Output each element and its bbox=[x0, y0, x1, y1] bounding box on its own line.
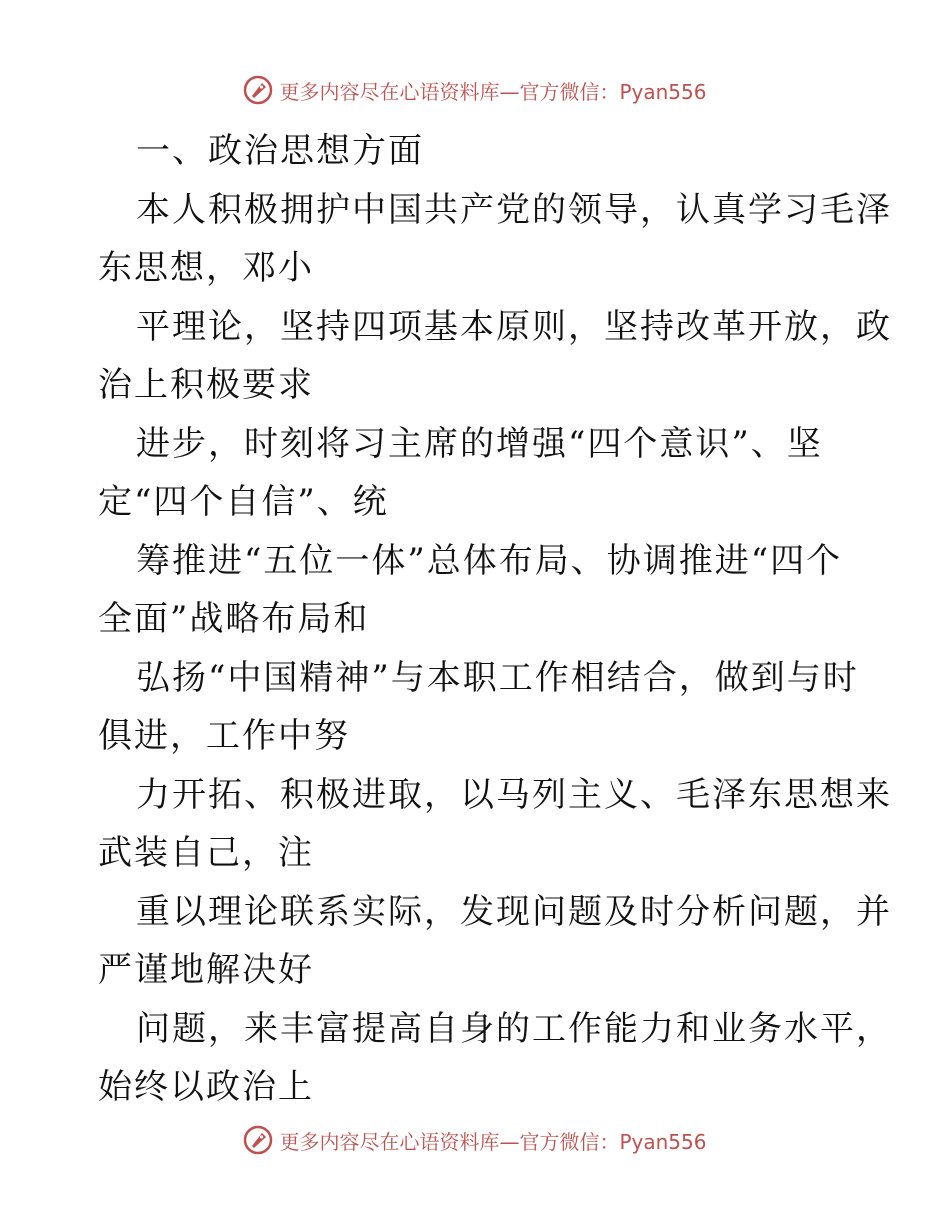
paragraph-line: 东思想，邓小 bbox=[98, 248, 314, 288]
paragraph-line: 治上积极要求 bbox=[98, 365, 314, 405]
section-heading: 一、政治思想方面 bbox=[136, 131, 424, 171]
document-body bbox=[98, 122, 892, 1117]
paragraph-line: 弘扬“中国精神”与本职工作相结合，做到与时 bbox=[136, 657, 859, 698]
paragraph-line: 力开拓、积极进取，以马列主义、毛泽东思想来 bbox=[136, 774, 892, 815]
header-brand-text: 更多内容尽在心语资料库—官方微信：Pyan556 bbox=[279, 79, 707, 104]
footer-brand-text: 更多内容尽在心语资料库—官方微信：Pyan556 bbox=[279, 1129, 707, 1154]
paragraph-line: 定“四个自信”、统 bbox=[98, 482, 389, 522]
paragraph-line: 筹推进“五位一体”总体布局、协调推进“四个 bbox=[136, 540, 843, 581]
pen-nib-circle-icon bbox=[243, 75, 273, 105]
header-watermark bbox=[0, 70, 950, 110]
paragraph-line: 重以理论联系实际，发现问题及时分析问题，并 bbox=[136, 891, 892, 932]
paragraph-line: 俱进，工作中努 bbox=[98, 716, 350, 756]
paragraph-line: 全面”战略布局和 bbox=[98, 599, 370, 639]
paragraph-line: 平理论，坚持四项基本原则，坚持改革开放，政 bbox=[136, 306, 892, 347]
pen-nib-circle-icon bbox=[243, 1125, 273, 1155]
footer-watermark bbox=[0, 1120, 950, 1160]
paragraph-line: 进步，时刻将习主席的增强“四个意识”、坚 bbox=[136, 423, 823, 464]
paragraph-line: 严谨地解决好 bbox=[98, 950, 314, 990]
paragraph-line: 武装自己，注 bbox=[98, 833, 314, 873]
paragraph-line: 始终以政治上 bbox=[98, 1067, 314, 1107]
paragraph-line: 问题，来丰富提高自身的工作能力和业务水平， bbox=[136, 1008, 892, 1049]
paragraph-line: 本人积极拥护中国共产党的领导，认真学习毛泽 bbox=[136, 189, 892, 230]
